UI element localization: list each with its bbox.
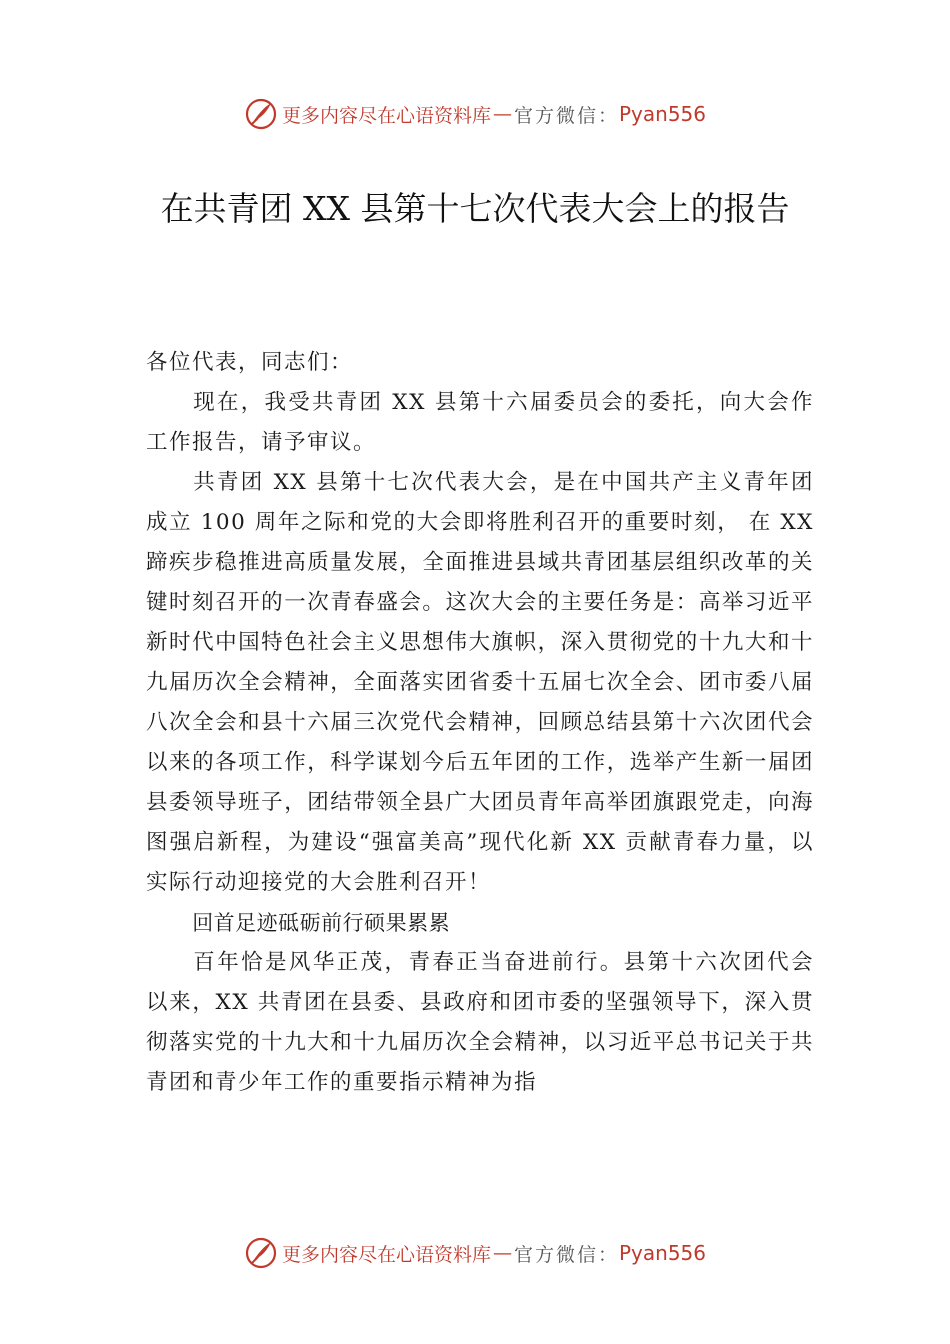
feather-pen-seal-icon [244,97,278,131]
watermark-wechat-id: Pyan556 [619,1241,707,1265]
paragraph-1: 现在，我受共青团 XX 县第十六届委员会的委托，向大会作工作报告，请予审议。 [146,390,814,455]
paragraph-2: 共青团 XX 县第十七次代表大会，是在中国共产主义青年团成立 100 周年之际和党的大会即将胜利召开的重要时刻， 在 XX 蹄疾步稳推进高质量发展，全面推进县域共青团基层组织改革的关键时刻召开的一次青春盛会。这次大会的主要任务是：高举习近平新时代中国特色社会主义思想伟大旗帜，深入贯彻党的十九大和十九届历次全会精神，全面落实团省委十五届七次全会、团市委八届八次全会和县十六届三次党代会精神，回顾总结县第十六次团代会以来的各项工作，科学谋划今后五年团的工作，选举产生新一届团县委领导班子，团结带领全县广大团员青年高举团旗跟党走，向海图强启新程，为建设“强富美高”现代化新 XX 贡献青春力量，以实际行动迎接党的大会胜利召开！ [146,470,814,895]
section-heading: 回首足迹砥砺前行硕果累累 [192,911,451,935]
watermark-text: 更多内容尽在心语资料库 [281,104,491,127]
document-body [146,343,814,1103]
watermark-official-label: 官方微信： [513,1243,619,1266]
watermark-wechat-id: Pyan556 [619,102,707,126]
header-watermark [0,97,950,131]
feather-pen-seal-icon [244,1236,278,1270]
watermark-dash: — [492,1242,512,1264]
document-title: 在共青团 XX 县第十七次代表大会上的报告 [160,189,790,228]
watermark-official-label: 官方微信： [513,104,619,127]
watermark-dash: — [492,103,512,125]
paragraph-3: 百年恰是风华正茂，青春正当奋进前行。县第十六次团代会以来，XX 共青团在县委、县政府和团市委的坚强领导下，深入贯彻落实党的十九大和十九届历次全会精神，以习近平总书记关于共青团和青少年工作的重要指示精神为指 [146,950,814,1095]
footer-watermark [0,1236,950,1270]
greeting-paragraph: 各位代表，同志们： [146,350,354,375]
watermark-text: 更多内容尽在心语资料库 [281,1243,491,1266]
